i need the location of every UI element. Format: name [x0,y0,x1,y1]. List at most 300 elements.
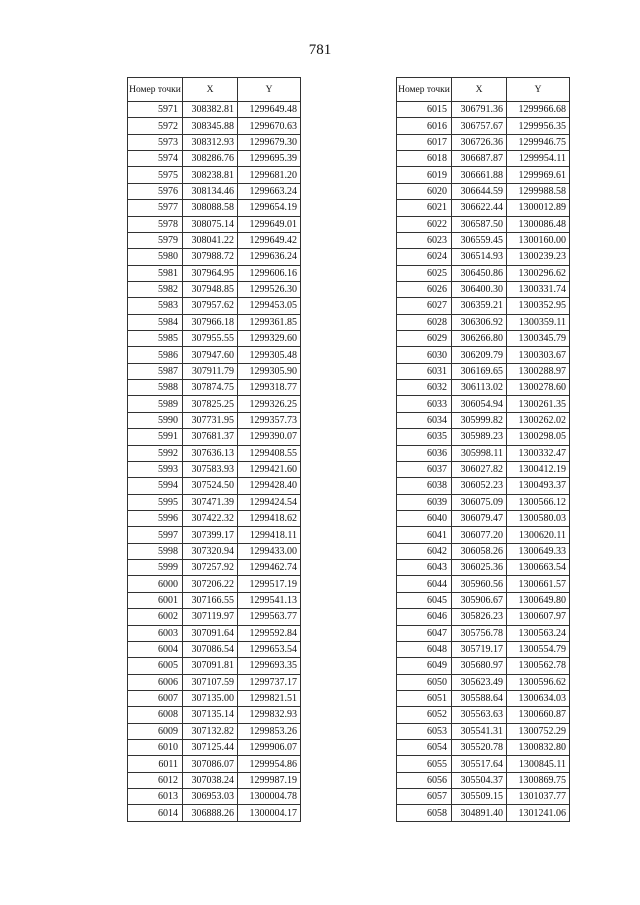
x-coordinate-cell: 305517.64 [452,756,507,772]
table-row [128,396,301,412]
table-row [128,412,301,428]
y-coordinate-cell: 1299421.60 [238,461,301,477]
y-coordinate-cell: 1300086.48 [507,216,570,232]
y-coordinate-cell: 1299453.05 [238,298,301,314]
table-row [128,249,301,265]
x-coordinate-cell: 305999.82 [452,412,507,428]
table-row [397,265,570,281]
y-coordinate-cell: 1300563.24 [507,625,570,641]
table-row [128,314,301,330]
x-coordinate-cell: 305588.64 [452,690,507,706]
y-coordinate-cell: 1299563.77 [238,609,301,625]
y-coordinate-cell: 1299357.73 [238,412,301,428]
point-number-cell: 6032 [397,380,452,396]
y-coordinate-cell: 1299326.25 [238,396,301,412]
point-number-cell: 5995 [128,494,183,510]
point-number-cell: 6011 [128,756,183,772]
point-number-cell: 6049 [397,658,452,674]
x-coordinate-cell: 308286.76 [183,151,238,167]
x-coordinate-cell: 307320.94 [183,543,238,559]
table-row [397,789,570,805]
point-number-cell: 5994 [128,478,183,494]
point-number-cell: 6017 [397,134,452,150]
point-number-cell: 5978 [128,216,183,232]
x-coordinate-cell: 307086.07 [183,756,238,772]
x-coordinate-cell: 307107.59 [183,674,238,690]
point-number-cell: 6007 [128,690,183,706]
table-row [128,331,301,347]
table-row [397,609,570,625]
point-number-cell: 6014 [128,805,183,821]
y-coordinate-cell: 1300004.78 [238,789,301,805]
x-coordinate-cell: 307132.82 [183,723,238,739]
y-coordinate-cell: 1299654.19 [238,200,301,216]
point-number-cell: 6057 [397,789,452,805]
y-coordinate-cell: 1300566.12 [507,494,570,510]
table-row [397,216,570,232]
point-number-cell: 5974 [128,151,183,167]
y-coordinate-cell: 1300239.23 [507,249,570,265]
y-coordinate-cell: 1299606.16 [238,265,301,281]
y-coordinate-cell: 1301037.77 [507,789,570,805]
y-coordinate-cell: 1300288.97 [507,363,570,379]
point-number-cell: 6025 [397,265,452,281]
point-number-cell: 5990 [128,412,183,428]
point-number-cell: 6013 [128,789,183,805]
table-row [397,674,570,690]
x-coordinate-cell: 306687.87 [452,151,507,167]
point-number-cell: 6026 [397,281,452,297]
x-coordinate-cell: 307399.17 [183,527,238,543]
x-coordinate-cell: 307874.75 [183,380,238,396]
y-coordinate-cell: 1299693.35 [238,658,301,674]
point-number-cell: 6029 [397,331,452,347]
y-coordinate-cell: 1299988.58 [507,183,570,199]
table-row [397,690,570,706]
point-number-cell: 5998 [128,543,183,559]
point-number-cell: 5989 [128,396,183,412]
page-number: 781 [308,42,332,58]
table-row [128,527,301,543]
y-coordinate-cell: 1300331.74 [507,281,570,297]
x-coordinate-cell: 305826.23 [452,609,507,625]
x-coordinate-cell: 306113.02 [452,380,507,396]
table-row [128,592,301,608]
point-number-cell: 5991 [128,429,183,445]
table-row [397,167,570,183]
table-row [397,363,570,379]
y-coordinate-cell: 1299969.61 [507,167,570,183]
x-coordinate-cell: 305504.37 [452,772,507,788]
x-coordinate-cell: 305680.97 [452,658,507,674]
x-coordinate-cell: 308134.46 [183,183,238,199]
x-coordinate-cell: 307911.79 [183,363,238,379]
x-coordinate-cell: 305906.67 [452,592,507,608]
y-coordinate-cell: 1300663.54 [507,560,570,576]
y-coordinate-cell: 1300345.79 [507,331,570,347]
point-number-cell: 6016 [397,118,452,134]
point-number-cell: 5999 [128,560,183,576]
y-coordinate-cell: 1299329.60 [238,331,301,347]
table-row [397,461,570,477]
point-number-cell: 5983 [128,298,183,314]
y-coordinate-cell: 1300412.19 [507,461,570,477]
table-row [128,641,301,657]
y-coordinate-cell: 1299305.48 [238,347,301,363]
table-row [128,494,301,510]
point-number-cell: 5985 [128,331,183,347]
table-row [397,429,570,445]
y-coordinate-cell: 1299681.20 [238,167,301,183]
point-number-cell: 6015 [397,102,452,118]
table-row [128,429,301,445]
x-coordinate-cell: 307966.18 [183,314,238,330]
table-row [397,510,570,526]
point-number-cell: 6008 [128,707,183,723]
x-coordinate-cell: 306644.59 [452,183,507,199]
table-row [397,380,570,396]
x-coordinate-cell: 307119.97 [183,609,238,625]
table-row [128,298,301,314]
point-number-cell: 5987 [128,363,183,379]
table-row [397,298,570,314]
table-row [128,216,301,232]
x-coordinate-cell: 306587.50 [452,216,507,232]
point-number-cell: 6050 [397,674,452,690]
table-row [397,249,570,265]
x-coordinate-cell: 306054.94 [452,396,507,412]
table-row [397,658,570,674]
point-number-cell: 5977 [128,200,183,216]
point-number-cell: 6046 [397,609,452,625]
table-row [128,151,301,167]
point-number-cell: 6054 [397,740,452,756]
x-coordinate-cell: 306077.20 [452,527,507,543]
point-number-cell: 6048 [397,641,452,657]
x-coordinate-cell: 305960.56 [452,576,507,592]
x-coordinate-cell: 306359.21 [452,298,507,314]
x-coordinate-cell: 308041.22 [183,232,238,248]
x-coordinate-cell: 307524.50 [183,478,238,494]
y-coordinate-cell: 1300554.79 [507,641,570,657]
y-coordinate-cell: 1299649.42 [238,232,301,248]
x-coordinate-cell: 307086.54 [183,641,238,657]
table-row [397,232,570,248]
x-coordinate-cell: 307955.55 [183,331,238,347]
y-coordinate-cell: 1300261.35 [507,396,570,412]
y-coordinate-cell: 1299832.93 [238,707,301,723]
table-row [128,690,301,706]
x-coordinate-cell: 307948.85 [183,281,238,297]
table-row [128,347,301,363]
x-coordinate-cell: 305998.11 [452,445,507,461]
x-coordinate-cell: 307825.25 [183,396,238,412]
point-number-cell: 6019 [397,167,452,183]
y-coordinate-cell: 1299906.07 [238,740,301,756]
y-coordinate-cell: 1300752.29 [507,723,570,739]
table-row [397,134,570,150]
x-coordinate-cell: 306622.44 [452,200,507,216]
table-row [397,723,570,739]
table-row [128,772,301,788]
table-row [128,118,301,134]
x-coordinate-cell: 308075.14 [183,216,238,232]
x-coordinate-cell: 306075.09 [452,494,507,510]
coordinates-table-left [127,77,301,822]
x-coordinate-cell: 307583.93 [183,461,238,477]
y-coordinate-cell: 1299737.17 [238,674,301,690]
point-number-cell: 5996 [128,510,183,526]
table-row [397,281,570,297]
y-coordinate-cell: 1300493.37 [507,478,570,494]
table-row [128,740,301,756]
x-coordinate-cell: 307166.55 [183,592,238,608]
y-coordinate-cell: 1299408.55 [238,445,301,461]
point-number-cell: 6038 [397,478,452,494]
y-coordinate-cell: 1300562.78 [507,658,570,674]
y-coordinate-cell: 1299424.54 [238,494,301,510]
point-number-cell: 6003 [128,625,183,641]
x-coordinate-cell: 308382.81 [183,102,238,118]
point-number-cell: 5988 [128,380,183,396]
table-row [397,445,570,461]
x-coordinate-cell: 306726.36 [452,134,507,150]
y-coordinate-cell: 1299853.26 [238,723,301,739]
table-row [128,707,301,723]
x-coordinate-cell: 308088.58 [183,200,238,216]
table-row [397,183,570,199]
table-row [397,576,570,592]
x-coordinate-cell: 307091.81 [183,658,238,674]
x-coordinate-cell: 306169.65 [452,363,507,379]
y-coordinate-cell: 1299418.62 [238,510,301,526]
point-number-cell: 6030 [397,347,452,363]
x-coordinate-cell: 305989.23 [452,429,507,445]
coordinates-table-right [396,77,570,822]
table-row [128,200,301,216]
x-coordinate-cell: 305520.78 [452,740,507,756]
x-coordinate-cell: 306953.03 [183,789,238,805]
point-number-cell: 5976 [128,183,183,199]
x-coordinate-cell: 305541.31 [452,723,507,739]
y-coordinate-cell: 1299462.74 [238,560,301,576]
point-number-cell: 5993 [128,461,183,477]
header-y: Y [238,78,301,102]
point-number-cell: 6031 [397,363,452,379]
x-coordinate-cell: 307257.92 [183,560,238,576]
table-row [128,560,301,576]
table-row [128,609,301,625]
point-number-cell: 6002 [128,609,183,625]
point-number-cell: 6051 [397,690,452,706]
table-row [397,118,570,134]
table-row [397,625,570,641]
table-row [397,756,570,772]
y-coordinate-cell: 1299649.48 [238,102,301,118]
table-row [397,331,570,347]
point-number-cell: 5972 [128,118,183,134]
x-coordinate-cell: 307636.13 [183,445,238,461]
x-coordinate-cell: 308345.88 [183,118,238,134]
y-coordinate-cell: 1299670.63 [238,118,301,134]
table-row [128,510,301,526]
table-row [128,232,301,248]
y-coordinate-cell: 1300869.75 [507,772,570,788]
x-coordinate-cell: 305719.17 [452,641,507,657]
table-row [128,756,301,772]
point-number-cell: 6006 [128,674,183,690]
x-coordinate-cell: 306791.36 [452,102,507,118]
header-x: X [183,78,238,102]
point-number-cell: 6041 [397,527,452,543]
table-row [397,347,570,363]
y-coordinate-cell: 1300660.87 [507,707,570,723]
table-row [128,543,301,559]
y-coordinate-cell: 1299954.86 [238,756,301,772]
point-number-cell: 6010 [128,740,183,756]
point-number-cell: 5971 [128,102,183,118]
x-coordinate-cell: 307125.44 [183,740,238,756]
y-coordinate-cell: 1299592.84 [238,625,301,641]
point-number-cell: 6034 [397,412,452,428]
point-number-cell: 5975 [128,167,183,183]
x-coordinate-cell: 304891.40 [452,805,507,821]
x-coordinate-cell: 307038.24 [183,772,238,788]
table-row [397,151,570,167]
y-coordinate-cell: 1300661.57 [507,576,570,592]
y-coordinate-cell: 1300634.03 [507,690,570,706]
point-number-cell: 5979 [128,232,183,248]
x-coordinate-cell: 306052.23 [452,478,507,494]
table-row [128,461,301,477]
x-coordinate-cell: 307681.37 [183,429,238,445]
y-coordinate-cell: 1300596.62 [507,674,570,690]
table-row [397,592,570,608]
table-row [397,494,570,510]
point-number-cell: 6021 [397,200,452,216]
header-y: Y [507,78,570,102]
point-number-cell: 6033 [397,396,452,412]
point-number-cell: 6023 [397,232,452,248]
y-coordinate-cell: 1299663.24 [238,183,301,199]
x-coordinate-cell: 306027.82 [452,461,507,477]
x-coordinate-cell: 307422.32 [183,510,238,526]
y-coordinate-cell: 1299361.85 [238,314,301,330]
point-number-cell: 6004 [128,641,183,657]
point-number-cell: 6009 [128,723,183,739]
point-number-cell: 6024 [397,249,452,265]
table-row [128,134,301,150]
table-row [397,641,570,657]
point-number-cell: 6036 [397,445,452,461]
x-coordinate-cell: 306079.47 [452,510,507,526]
x-coordinate-cell: 305623.49 [452,674,507,690]
table-row [397,805,570,821]
x-coordinate-cell: 307731.95 [183,412,238,428]
header-point-number: Номер точки [128,78,183,102]
point-number-cell: 6012 [128,772,183,788]
table-row [397,772,570,788]
point-number-cell: 6045 [397,592,452,608]
point-number-cell: 5981 [128,265,183,281]
x-coordinate-cell: 307135.00 [183,690,238,706]
point-number-cell: 6052 [397,707,452,723]
point-number-cell: 6035 [397,429,452,445]
y-coordinate-cell: 1300359.11 [507,314,570,330]
y-coordinate-cell: 1299679.30 [238,134,301,150]
y-coordinate-cell: 1299954.11 [507,151,570,167]
x-coordinate-cell: 307471.39 [183,494,238,510]
table-row [128,363,301,379]
x-coordinate-cell: 305563.63 [452,707,507,723]
table-row [397,396,570,412]
point-number-cell: 5973 [128,134,183,150]
table-row [397,412,570,428]
header-x: X [452,78,507,102]
point-number-cell: 6022 [397,216,452,232]
table-row [397,314,570,330]
point-number-cell: 6058 [397,805,452,821]
point-number-cell: 6018 [397,151,452,167]
x-coordinate-cell: 307206.22 [183,576,238,592]
x-coordinate-cell: 305756.78 [452,625,507,641]
y-coordinate-cell: 1300262.02 [507,412,570,428]
y-coordinate-cell: 1299418.11 [238,527,301,543]
point-number-cell: 6055 [397,756,452,772]
point-number-cell: 6005 [128,658,183,674]
table-row [128,445,301,461]
x-coordinate-cell: 306058.26 [452,543,507,559]
table-row [397,478,570,494]
y-coordinate-cell: 1301241.06 [507,805,570,821]
y-coordinate-cell: 1299433.00 [238,543,301,559]
x-coordinate-cell: 306400.30 [452,281,507,297]
x-coordinate-cell: 306661.88 [452,167,507,183]
x-coordinate-cell: 307957.62 [183,298,238,314]
y-coordinate-cell: 1299966.68 [507,102,570,118]
x-coordinate-cell: 307947.60 [183,347,238,363]
y-coordinate-cell: 1300352.95 [507,298,570,314]
y-coordinate-cell: 1300580.03 [507,510,570,526]
y-coordinate-cell: 1300607.97 [507,609,570,625]
x-coordinate-cell: 306559.45 [452,232,507,248]
y-coordinate-cell: 1299987.19 [238,772,301,788]
y-coordinate-cell: 1299653.54 [238,641,301,657]
y-coordinate-cell: 1300649.80 [507,592,570,608]
y-coordinate-cell: 1300296.62 [507,265,570,281]
table-row [397,102,570,118]
point-number-cell: 6020 [397,183,452,199]
point-number-cell: 5997 [128,527,183,543]
y-coordinate-cell: 1299636.24 [238,249,301,265]
y-coordinate-cell: 1299305.90 [238,363,301,379]
table-row [128,576,301,592]
y-coordinate-cell: 1299318.77 [238,380,301,396]
table-header-row [128,78,301,102]
y-coordinate-cell: 1299821.51 [238,690,301,706]
table-row [128,380,301,396]
point-number-cell: 5980 [128,249,183,265]
table-row [128,183,301,199]
point-number-cell: 5986 [128,347,183,363]
table-row [397,560,570,576]
point-number-cell: 5982 [128,281,183,297]
table-row [128,805,301,821]
header-point-number: Номер точки [397,78,452,102]
point-number-cell: 6047 [397,625,452,641]
x-coordinate-cell: 306306.92 [452,314,507,330]
table-row [128,723,301,739]
